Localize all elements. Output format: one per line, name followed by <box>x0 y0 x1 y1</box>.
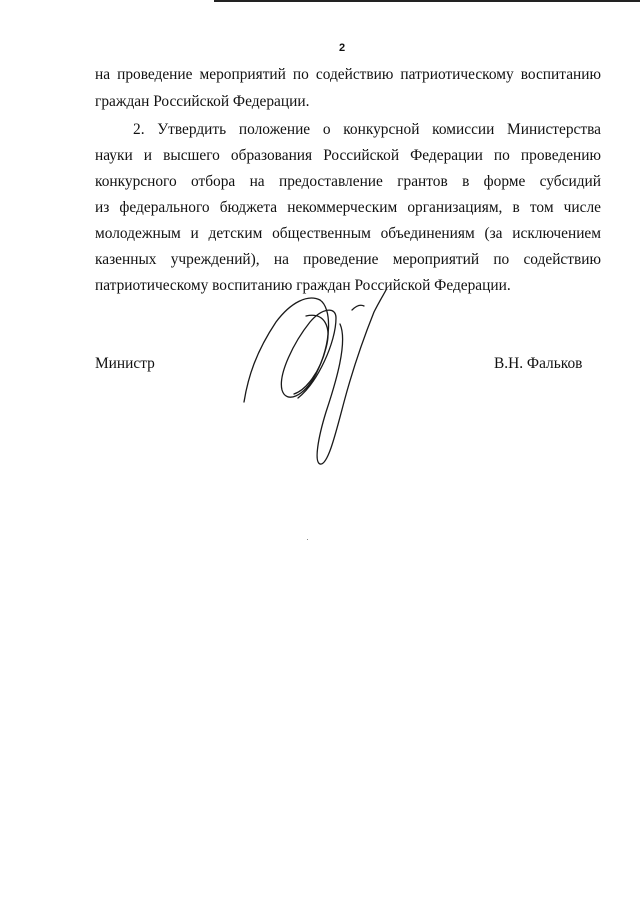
text-line: на проведение мероприятий по содействию патриотическому воспитанию <box>95 66 601 83</box>
page-number: 2 <box>338 42 346 54</box>
text-line: граждан Российской Федерации. <box>95 93 310 110</box>
text-line: из федерального бюджета некоммерческим организациям, в том числе <box>95 199 601 216</box>
signer-position: Министр <box>95 355 155 372</box>
top-border-line <box>214 0 640 2</box>
text-line: патриотическому воспитанию граждан Российской Федерации. <box>95 277 511 294</box>
signer-name: В.Н. Фальков <box>494 355 583 372</box>
handwritten-signature <box>236 282 396 472</box>
scan-speck <box>307 539 308 540</box>
text-line: науки и высшего образования Российской Федерации по проведению <box>95 147 601 164</box>
text-line: казенных учреждений), на проведение мероприятий по содействию <box>95 251 601 268</box>
text-line: молодежным и детским общественным объединениям (за исключением <box>95 225 601 242</box>
text-line: конкурсного отбора на предоставление грантов в форме субсидий <box>95 173 601 190</box>
text-line: 2. Утвердить положение о конкурсной комиссии Министерства <box>133 121 601 138</box>
